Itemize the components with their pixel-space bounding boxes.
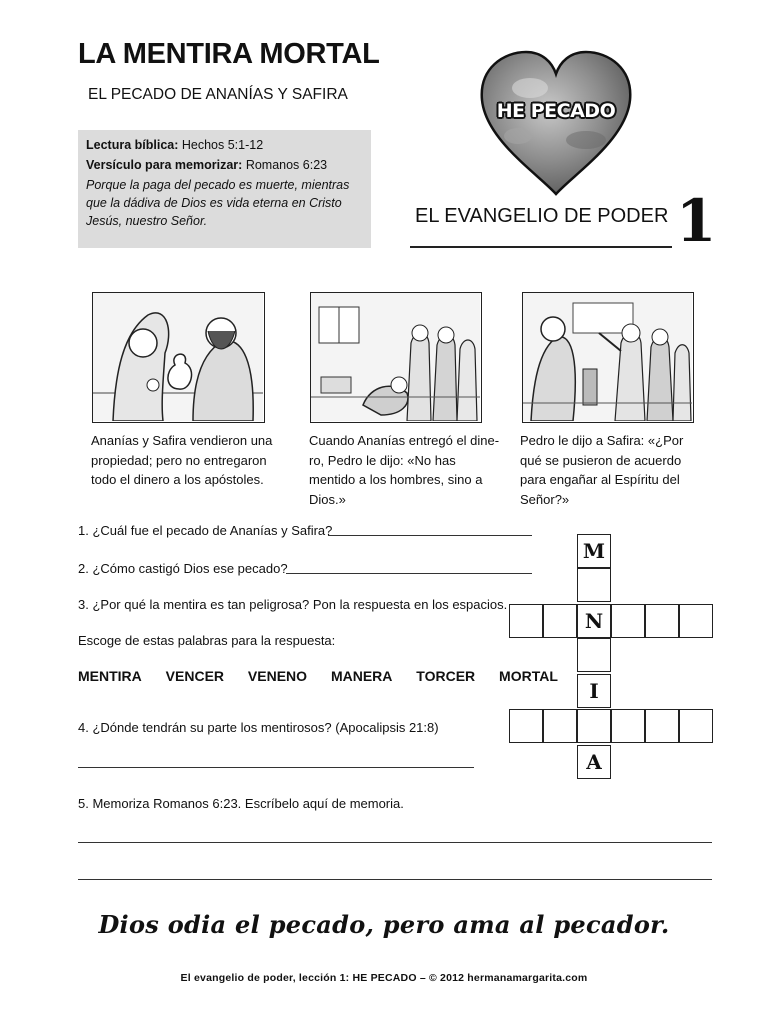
question-3: 3. ¿Por qué la mentira es tan peligrosa? Pon la respuesta en los espacios. bbox=[78, 597, 508, 612]
answer-line-5b[interactable] bbox=[78, 879, 712, 880]
question-5: 5. Memoriza Romanos 6:23. Escríbelo aquí de memoria. bbox=[78, 796, 404, 811]
word-option: VENENO bbox=[247, 668, 308, 684]
word-choice-instruction: Escoge de estas palabras para la respuesta: bbox=[78, 633, 336, 648]
reading-label: Lectura bíblica: bbox=[86, 138, 179, 152]
heart-label: HE PECADO bbox=[496, 100, 616, 122]
crossword-blank-cell[interactable] bbox=[645, 604, 679, 638]
panel-2-caption: Cuando Ananías entregó el dine-ro, Pedro le dijo: «No has mentido a los hombres, sino a Dios.» bbox=[309, 433, 500, 507]
crossword-blank-cell[interactable] bbox=[645, 709, 679, 743]
memory-row bbox=[86, 156, 363, 174]
crossword-letter-cell: N bbox=[577, 604, 611, 638]
lesson-number: 1 bbox=[676, 187, 717, 255]
answer-line-5a[interactable] bbox=[78, 842, 712, 843]
page-subtitle: EL PECADO DE ANANÍAS Y SAFIRA bbox=[88, 86, 348, 103]
series-underline bbox=[410, 246, 672, 248]
answer-line-2[interactable] bbox=[286, 573, 532, 574]
memory-verse: Porque la paga del pecado es muerte, mientras que la dádiva de Dios es vida eterna en Cristo Jesús, nuestro Señor. bbox=[86, 178, 350, 228]
ananias-before-apostles-illustration bbox=[311, 293, 480, 421]
question-1: 1. ¿Cuál fue el pecado de Ananías y Safira? bbox=[78, 523, 333, 538]
heart-icon bbox=[478, 48, 634, 198]
couple-with-money-bag-illustration bbox=[93, 293, 263, 421]
crossword-blank-cell[interactable] bbox=[679, 604, 713, 638]
memory-value: Romanos 6:23 bbox=[245, 158, 328, 172]
crossword-blank-cell[interactable] bbox=[543, 709, 577, 743]
series-title: EL EVANGELIO DE PODER bbox=[415, 205, 669, 227]
reading-row bbox=[86, 136, 363, 154]
panel-1-caption: Ananías y Safira vendieron una propiedad; pero no entregaron todo el dinero a los apóstoles. bbox=[91, 433, 273, 487]
memory-label: Versículo para memorizar: bbox=[86, 158, 243, 172]
crossword-blank-cell[interactable] bbox=[679, 709, 713, 743]
crossword-blank-cell[interactable] bbox=[577, 709, 611, 743]
reading-value: Hechos 5:1-12 bbox=[181, 138, 264, 152]
crossword-blank-cell[interactable] bbox=[611, 604, 645, 638]
question-4: 4. ¿Dónde tendrán su parte los mentirosos? (Apocalipsis 21:8) bbox=[78, 720, 439, 735]
crossword-letter-cell: I bbox=[577, 674, 611, 708]
word-option: MENTIRA bbox=[78, 668, 142, 684]
word-bank bbox=[78, 668, 578, 684]
answer-line-1[interactable] bbox=[328, 535, 532, 536]
crossword-blank-cell[interactable] bbox=[509, 604, 543, 638]
crossword-letter-cell: M bbox=[577, 534, 611, 568]
word-option: VENCER bbox=[165, 668, 225, 684]
illustration-panel-2 bbox=[310, 292, 482, 423]
word-option: MANERA bbox=[330, 668, 393, 684]
crossword-blank-cell[interactable] bbox=[543, 604, 577, 638]
heart-badge bbox=[478, 48, 634, 198]
footer: El evangelio de poder, lección 1: HE PECADO – © 2012 hermanamargarita.com bbox=[180, 972, 588, 984]
illustration-panel-3 bbox=[522, 292, 694, 423]
motto: Dios odia el pecado, pero ama al pecador. bbox=[98, 910, 670, 939]
word-option: TORCER bbox=[416, 668, 476, 684]
page-title: LA MENTIRA MORTAL bbox=[78, 38, 380, 70]
peter-questions-safira-illustration bbox=[523, 293, 692, 421]
reading-info-box bbox=[78, 130, 371, 248]
panel-3-caption: Pedro le dijo a Safira: «¿Por qué se pusieron de acuerdo para engañar al Espíritu del Señor?» bbox=[520, 433, 684, 507]
answer-line-4[interactable] bbox=[78, 767, 474, 768]
illustration-panel-1 bbox=[92, 292, 265, 423]
question-2: 2. ¿Cómo castigó Dios ese pecado? bbox=[78, 561, 288, 576]
crossword-blank-cell[interactable] bbox=[509, 709, 543, 743]
crossword-blank-cell[interactable] bbox=[577, 638, 611, 672]
word-option: MORTAL bbox=[499, 668, 558, 684]
crossword-letter-cell: A bbox=[577, 745, 611, 779]
crossword-blank-cell[interactable] bbox=[611, 709, 645, 743]
crossword-blank-cell[interactable] bbox=[577, 568, 611, 602]
